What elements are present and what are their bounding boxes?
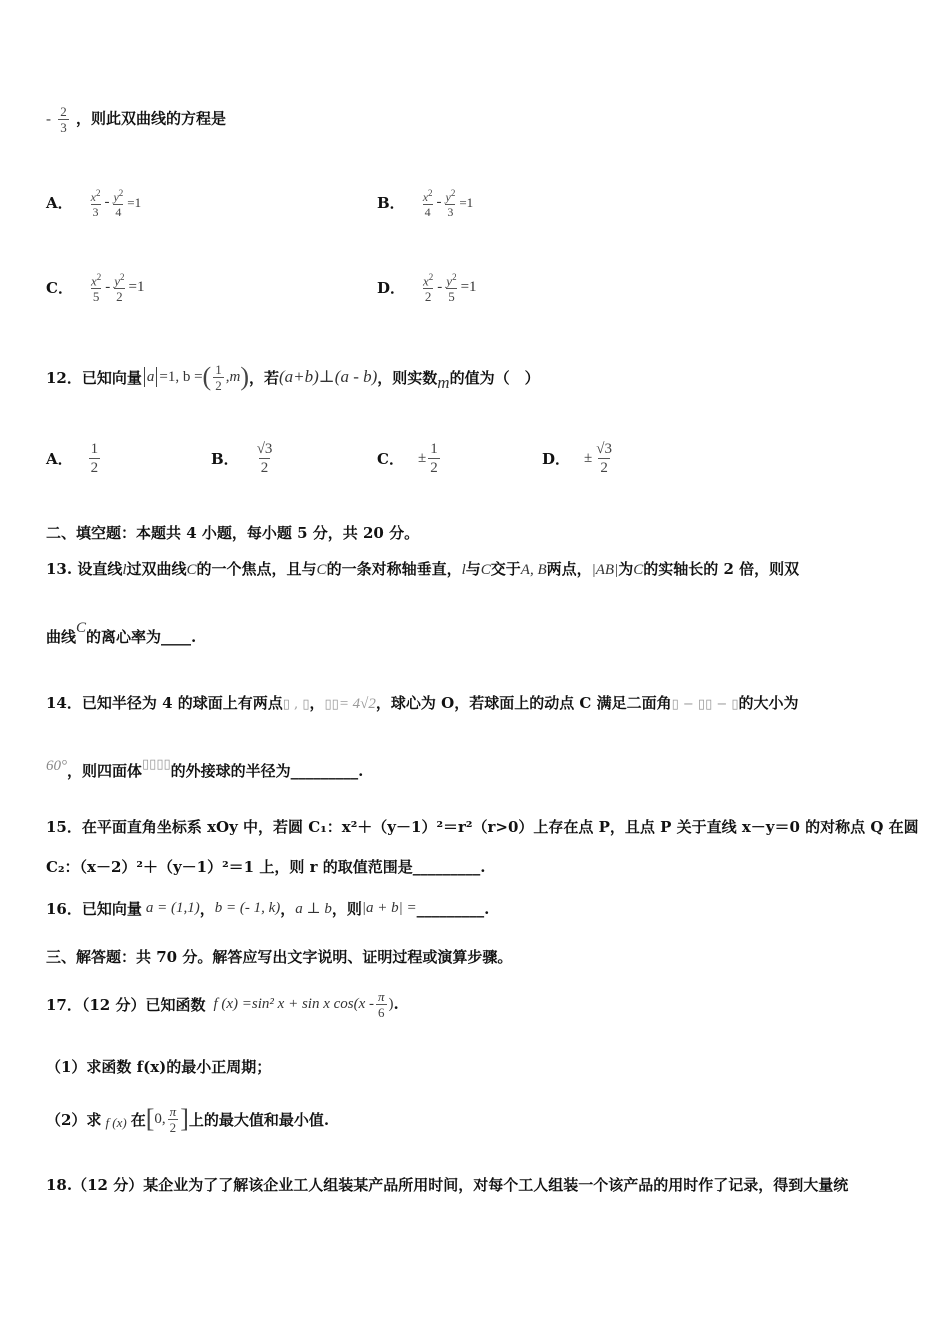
q12-prefix: 12．已知向量 <box>46 368 142 387</box>
option-label: B． <box>377 194 405 212</box>
q18-stem: 18.（12 分）某企业为了了解该企业工人组装某产品所用时间，对每个工人组装一个该产品的用时作了记录，得到大量统 <box>46 1176 849 1194</box>
frac-den: 3 <box>60 120 67 135</box>
q12-mid: ，若 <box>248 368 279 387</box>
option-frac: $\frac{1}{2}$ <box>430 441 438 476</box>
abs-bar <box>156 367 157 387</box>
q11-option-c[interactable]: C． $\frac{x^2}{5}$ - $\frac{y^2}{2}$ =1 <box>46 272 145 305</box>
option-frac: $\frac{√3}{2}$ <box>596 441 612 476</box>
q14-line1: 14．已知半径为 4 的球面上有两点▯ , ▯，▯▯= 4√2，球心为 O，若球面上的动点 C 满足二面角▯ − ▯▯ − ▯的大小为 <box>46 694 799 712</box>
section-3-heading: 三、解答题：共 70 分。解答应写出文字说明、证明过程或演算步骤。 <box>46 948 513 966</box>
q16-stem: 16．已知向量 a = (1,1) ， b = (- 1, k) ， a ⊥ b ，则 |a + b| = _________. <box>46 899 490 918</box>
option-frac: $\frac{√3}{2}$ <box>256 441 273 476</box>
option-label: C． <box>46 278 73 297</box>
q11-option-a[interactable]: A． $\frac{x^2}{3}$ - $\frac{y^2}{4}$ =1 <box>46 188 142 219</box>
option-label: A． <box>46 450 73 468</box>
q12-option-b[interactable] <box>211 440 276 477</box>
q12-expr: (a+b)⊥(a - b) <box>279 367 378 386</box>
q12-mid2: ，则实数 <box>377 368 438 387</box>
q12-var: m <box>437 373 450 392</box>
q11-option-d[interactable]: D． $\frac{x^2}{2}$ - $\frac{y^2}{5}$ =1 <box>377 272 477 305</box>
frac-y: $\frac{y^2}{4}$ <box>113 188 124 219</box>
frac-x: $\frac{x^2}{2}$ <box>423 272 434 305</box>
frac-x: $\frac{x^2}{5}$ <box>90 272 102 305</box>
q17-stem: 17．（12 分）已知函数 f (x) =sin² x + sin x cos(x - $\frac{\pi}{6}$ ) . <box>46 988 399 1020</box>
q13-line1: 13. 设直线l过双曲线C的一个焦点，且与C的一条对称轴垂直，l与C交于A, B两点，|AB|为C的实轴长的 2 倍，则双 <box>46 560 800 578</box>
frac-num: 2 <box>60 104 67 119</box>
frac-x: $\frac{x^2}{3}$ <box>90 188 101 219</box>
section-2-heading: 二、填空题：本题共 4 小题，每小题 5 分，共 20 分。 <box>46 524 420 542</box>
q11-fraction <box>58 104 69 135</box>
q12-option-c[interactable]: C． ± $\frac{1}{2}$ <box>377 441 438 476</box>
frac-y: $\frac{y^2}{2}$ <box>114 272 125 305</box>
q11-option-b[interactable]: B． $\frac{x^2}{4}$ - $\frac{y^2}{3}$ =1 <box>377 188 474 219</box>
option-label: A． <box>46 194 73 212</box>
q12-tail: 的值为（ ） <box>449 368 540 387</box>
q15-line1: 15．在平面直角坐标系 xOy 中，若圆 C₁：x²＋（y－1）²＝r²（r>0）上存在点 P，且点 P 关于直线 x－y＝0 的对称点 Q 在圆 <box>46 818 919 836</box>
q13-line2: 曲线C的离心率为____. <box>46 620 197 646</box>
q17-part1: （1）求函数 f(x)的最小正周期； <box>46 1058 272 1076</box>
q12-option-d[interactable]: D． ± $\frac{√3}{2}$ <box>542 441 612 476</box>
option-label: D． <box>377 278 406 297</box>
frac-x: $\frac{x^2}{4}$ <box>422 188 433 219</box>
q12-eq: =1, b = <box>159 368 203 385</box>
q14-line2: 60°，则四面体▯▯▯▯的外接球的半径为_________. <box>46 757 364 780</box>
option-label: D． <box>542 450 571 468</box>
q12-option-a[interactable] <box>46 440 102 477</box>
frac-y: $\frac{y^2}{5}$ <box>446 272 457 305</box>
q11-stem <box>46 104 226 135</box>
half-frac: $\frac{1}{2}$ <box>215 361 222 393</box>
option-frac: $\frac{1}{2}$ <box>90 441 99 476</box>
abs-bar <box>144 367 145 387</box>
q17-part2: （2）求 f (x) 在 [ 0, $\frac{\pi}{2}$ ] 上的最大值和最小值. <box>46 1103 330 1135</box>
pi-over-6: $\frac{\pi}{6}$ <box>378 988 385 1020</box>
minus-sign: - <box>46 111 51 128</box>
option-label: B． <box>211 450 239 468</box>
q11-tail: ，则此双曲线的方程是 <box>75 109 226 128</box>
q15-line2: C₂：（x－2）²＋（y－1）²＝1 上，则 r 的取值范围是_________. <box>46 858 486 876</box>
frac-y: $\frac{y^2}{3}$ <box>445 188 456 219</box>
q12-stem: 12．已知向量 a =1, b = ( $\frac{1}{2}$ , m ) ，若 (a+b)⊥(a - b) ，则实数 m 的值为（ ） <box>46 361 540 393</box>
option-label: C． <box>377 450 404 468</box>
pi-over-2: $\frac{\pi}{2}$ <box>169 1103 177 1135</box>
